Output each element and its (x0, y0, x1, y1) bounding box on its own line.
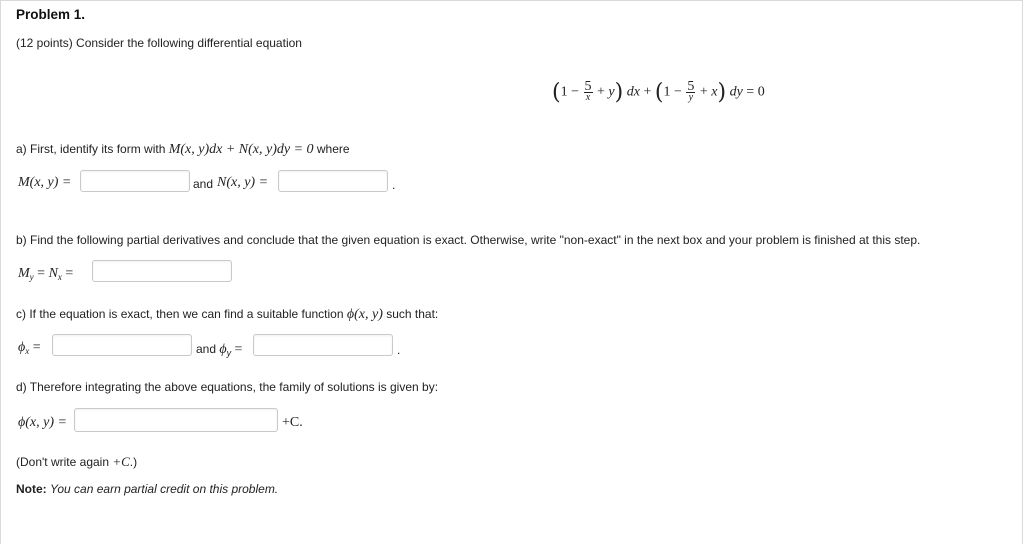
phi-x-equals: = (32, 340, 41, 355)
part-c-and-label (196, 342, 242, 358)
part-c-and: and (196, 342, 217, 356)
part-a-prompt (16, 142, 350, 158)
eq-plus-1: + (597, 84, 605, 100)
part-b-prompt: b) Find the following partial derivatives and conclude that the given equation is exact. Otherwise, write "non-exact" in the next box and your problem is finished at this step. (16, 233, 921, 247)
n-label: N(x, y) = (217, 175, 269, 190)
frac-den-x: x (585, 92, 591, 103)
partial-derivative-input[interactable] (92, 260, 232, 282)
part-c-prompt (16, 307, 438, 323)
problem-title: Problem 1. (16, 7, 86, 22)
n-symbol: N (48, 266, 58, 281)
phi-y-equals: = (234, 342, 243, 357)
part-a-prefix: a) First, identify its form with (16, 142, 166, 156)
eq-x-term: x (711, 84, 718, 100)
dont-write-prefix: (Don't write again (16, 455, 109, 469)
eq-minus-2: − (673, 84, 682, 100)
note-line (16, 482, 278, 496)
close-paren-2: ) (717, 80, 727, 105)
phi-y-symbol: ϕ (219, 342, 227, 357)
note-text: You can earn partial credit on this problem. (50, 482, 279, 496)
eq-plus-2: + (643, 84, 652, 100)
phi-solution-input[interactable] (74, 408, 278, 432)
frac-num-1: 5 (584, 79, 592, 94)
open-paren-1: ( (552, 80, 561, 105)
eq-plus-3: + (699, 84, 708, 100)
plus-c-label (282, 415, 303, 431)
phi-x-label (18, 340, 41, 356)
dont-write-note (16, 454, 137, 470)
fraction-5-over-y (686, 79, 695, 103)
part-c-text: c) If the equation is exact, then we can find a suitable function (16, 307, 344, 321)
note-label: Note: (16, 482, 47, 496)
phi-y-input[interactable] (253, 334, 393, 356)
eq-one-1: 1 (560, 84, 568, 100)
phi-y-subscript: y (226, 348, 232, 358)
m-input[interactable] (80, 170, 190, 192)
part-a-suffix: where (316, 142, 350, 156)
eq-y-term: y (608, 84, 615, 100)
plus-c-text: +C. (282, 415, 303, 430)
phi-x-subscript: x (25, 346, 30, 356)
part-d-prompt: d) Therefore integrating the above equations, the family of solutions is given by: (16, 380, 439, 394)
frac-num-2: 5 (687, 79, 695, 94)
eq-dy: dy (729, 84, 743, 100)
m-subscript: y (29, 272, 34, 282)
m-label: M(x, y) = (18, 175, 72, 190)
frac-den-y: y (688, 92, 694, 103)
eq-one-2: 1 (663, 84, 671, 100)
phi-function: ϕ(x, y) (346, 307, 383, 322)
part-a-period: . (392, 178, 396, 192)
differential-equation (552, 80, 765, 105)
phi-x-symbol: ϕ (18, 340, 26, 355)
open-paren-2: ( (654, 80, 664, 105)
n-subscript: x (57, 272, 62, 282)
pd-equals-2: = (65, 266, 74, 281)
eq-dx: dx (626, 84, 640, 100)
dont-write-math: +C (112, 454, 130, 469)
n-input[interactable] (278, 170, 388, 192)
close-paren-1: ) (614, 80, 624, 105)
eq-minus-1: − (571, 84, 579, 100)
eq-zero: 0 (757, 84, 765, 100)
fraction-5-over-x (584, 79, 593, 103)
pd-equals-1: = (37, 266, 46, 281)
partial-derivative-label (18, 266, 73, 282)
part-c-period: . (397, 343, 401, 357)
dont-write-suffix: .) (129, 455, 138, 469)
part-a-and: and (193, 177, 214, 191)
m-symbol: M (18, 266, 30, 281)
part-c-suffix: such that: (386, 307, 439, 321)
eq-equals: = (746, 84, 755, 100)
problem-intro: (12 points) Consider the following differential equation (16, 36, 302, 50)
phi-x-input[interactable] (52, 334, 192, 356)
part-a-form: M(x, y)dx + N(x, y)dy = 0 (168, 142, 314, 157)
phi-solution-label: ϕ(x, y) = (18, 415, 67, 430)
